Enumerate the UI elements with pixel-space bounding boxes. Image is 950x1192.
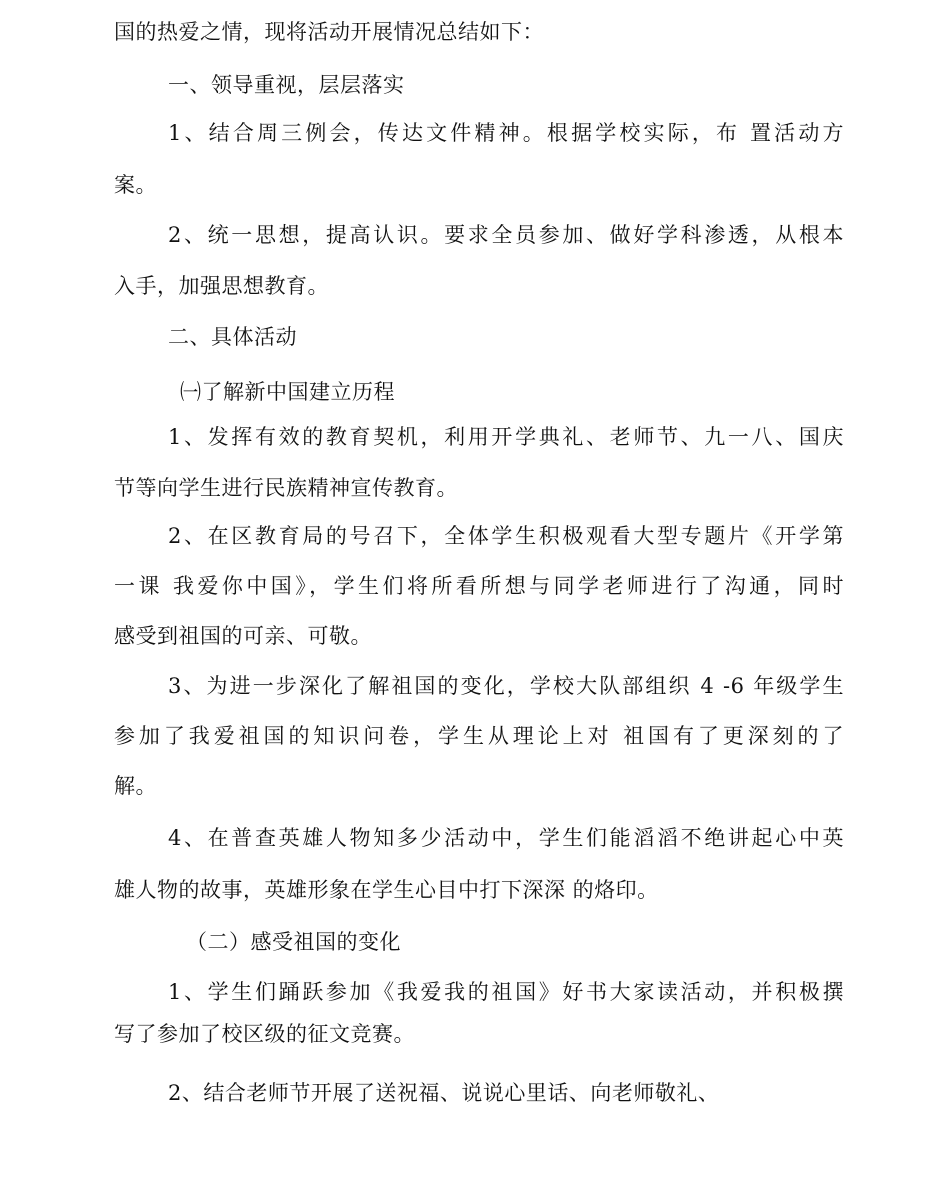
text-line: 3、为进一步深化了解祖国的变化，学校大队部组织 4 -6 年级学生	[168, 674, 844, 698]
text-line: 感受到祖国的可亲、可敬。	[114, 624, 372, 648]
section-heading: 一、领导重视，层层落实	[168, 73, 405, 97]
text-line: 一课 我爱你中国》，学生们将所看所想与同学老师进行了沟通，同时	[114, 574, 844, 598]
text-line: 1、学生们踊跃参加《我爱我的祖国》好书大家读活动，并积极撰	[168, 980, 844, 1004]
text-line: 2、结合老师节开展了送祝福、说说心里话、向老师敬礼、	[168, 1081, 720, 1105]
text-line: 4、在普查英雄人物知多少活动中，学生们能滔滔不绝讲起心中英	[168, 826, 844, 850]
text-line: 雄人物的故事，英雄形象在学生心目中打下深深 的烙印。	[114, 878, 659, 902]
text-line: 2、统一思想，提高认识。要求全员参加、做好学科渗透，从根本	[168, 223, 844, 247]
text-line: 2、在区教育局的号召下，全体学生积极观看大型专题片《开学第	[168, 524, 844, 548]
text-line: 参加了我爱祖国的知识问卷，学生从理论上对 祖国有了更深刻的了	[114, 724, 844, 748]
text-line: 1、发挥有效的教育契机，利用开学典礼、老师节、九一八、国庆	[168, 425, 844, 449]
text-line: 写了参加了校区级的征文竞赛。	[114, 1022, 415, 1046]
section-heading: 二、具体活动	[168, 325, 297, 349]
text-line: 1、结合周三例会，传达文件精神。根据学校实际，布 置活动方	[168, 121, 844, 145]
text-line: 案。	[114, 173, 157, 197]
text-line: 国的热爱之情，现将活动开展情况总结如下：	[114, 20, 544, 44]
subsection-heading: （二）感受祖国的变化	[186, 930, 401, 954]
text-line: 入手，加强思想教育。	[114, 274, 329, 298]
text-line: 解。	[114, 774, 157, 798]
text-line: 节等向学生进行民族精神宣传教育。	[114, 476, 458, 500]
subsection-heading: ㈠了解新中国建立历程	[180, 380, 395, 404]
